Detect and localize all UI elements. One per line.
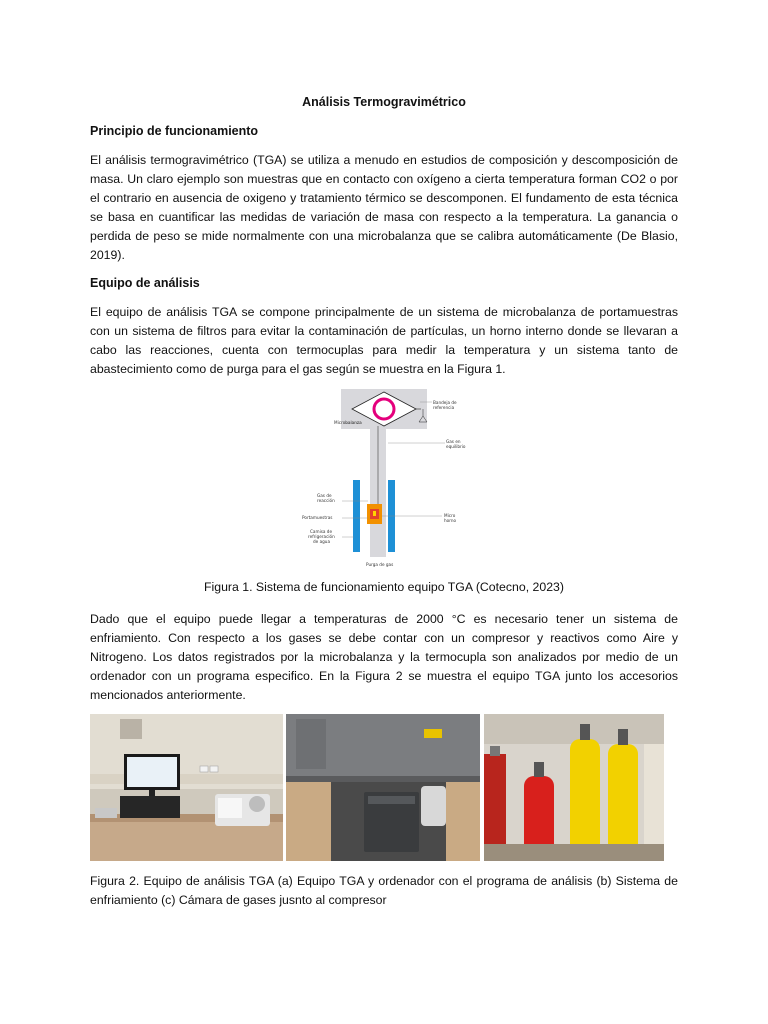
figure-1-caption: Figura 1. Sistema de funcionamiento equipo TGA (Cotecno, 2023) (203, 580, 564, 594)
section-heading-equipo: Equipo de análisis (90, 276, 200, 290)
label-camisa-3: de agua (313, 539, 331, 544)
label-purga: Purga de gas (366, 562, 394, 567)
label-camisa-1: Camisa de (310, 529, 333, 534)
cylinder-yellow-1 (570, 739, 600, 861)
paragraph-equipo: El equipo de análisis TGA se compone principalmente de un sistema de microbalanza de portamuestras con un sistema de filtros para evitar la contaminación de partículas, un horno interno donde se llevaran a cabo las reacciones, cuenta con termocuplas para medir la temperatura y un sistema tanto de abastecimiento como de purga para el gas según se muestra en la Figura 1. (90, 305, 678, 376)
label-bandeja-1: Bandeja de (433, 400, 457, 405)
label-micro-horno-1: Micro (444, 513, 456, 518)
paragraph-enfriamiento: Dado que el equipo puede llegar a temperaturas de 2000 °C es necesario tener un sistema de enfriamiento. Con respecto a los gases se debe contar con un compresor y reactivos como Aire y Nitrogeno. Los datos registrados por la microbalanza y la termocupla son analizados por medio de un ordenador con un programa especifico. En la Figura 2 se muestra el equipo TGA junto los accesorios mencionados anteriormente. (90, 612, 678, 702)
label-camisa-2: refrigeración (308, 534, 335, 539)
photo-b-cooling-system (286, 714, 480, 861)
photo-a-tga-computer (90, 714, 283, 861)
paragraph-principio: El análisis termogravimétrico (TGA) se utiliza a menudo en estudios de composición y descomposición de masa. Un claro ejemplo son muestras que en contacto con oxígeno a cierta temperatura forman CO2 o por el contrario en ausencia de oxigeno y tratamiento térmico se descomponen. El fundamento de esta técnica se basa en cuantificar las medidas de variación de masa con respecto a la temperatura. La ganancia o perdida de peso se mide normalmente con una microbalanza que se calibra automáticamente (De Blasio, 2019). (90, 153, 678, 262)
figure-2-caption: Figura 2. Equipo de análisis TGA (a) Equipo TGA y ordenador con el programa de análisis (b) Sistema de enfriamiento (c) Cámara de gases jusnto al compresor (90, 874, 678, 907)
label-gas-eq-2: equilibrio (446, 444, 466, 449)
label-micro-horno-2: horno (444, 518, 457, 523)
cylinder-yellow-2 (608, 744, 638, 861)
label-gas-eq-1: Gas en (446, 439, 461, 444)
document-title: Análisis Termogravimétrico (302, 95, 466, 109)
label-portamuestras: Portamuestras (302, 515, 333, 520)
label-bandeja-2: referencia (433, 405, 455, 410)
label-gas-reac-2: reacción (317, 498, 335, 503)
cooling-jacket-left (353, 480, 360, 552)
balance-ring (374, 399, 394, 419)
photo-c-gas-cylinders (484, 714, 664, 861)
figure-1-tga-diagram (300, 387, 475, 577)
label-microbalanza: Microbalanza (334, 420, 362, 425)
section-heading-principio: Principio de funcionamiento (90, 124, 259, 138)
label-gas-reac-1: Gas de (317, 493, 332, 498)
